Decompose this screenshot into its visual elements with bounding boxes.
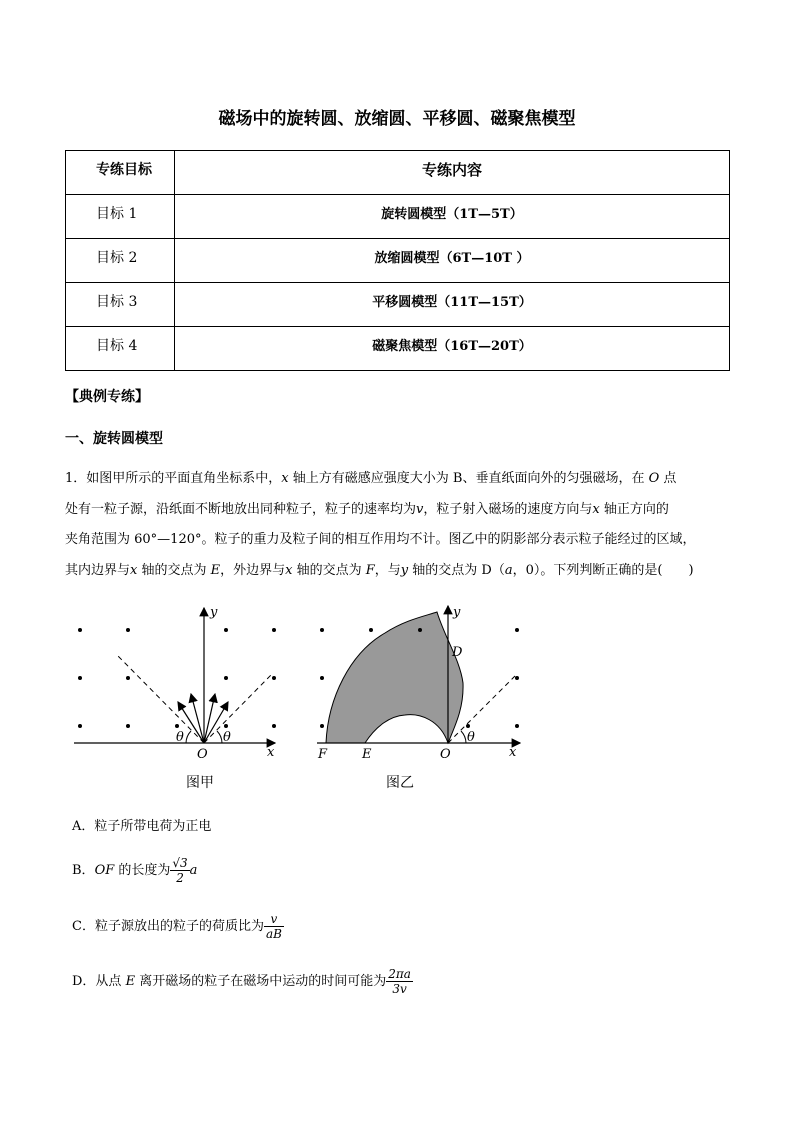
table-cell: 目标 2: [66, 239, 175, 283]
figure-a: [74, 605, 276, 762]
point-d-label: D: [452, 645, 463, 660]
theta-label: θ: [176, 730, 184, 745]
question-text: [65, 464, 735, 586]
point-f-label: F: [318, 747, 328, 762]
origin-label: O: [440, 747, 451, 762]
table-header-cell: 专练内容: [175, 151, 730, 195]
table-header-row: [66, 151, 730, 195]
point-e-label: E: [362, 747, 372, 762]
theta-label: θ: [223, 730, 231, 745]
y-axis-label: y: [210, 605, 218, 620]
table-cell: 平移圆模型（11T—15T）: [175, 283, 730, 327]
table-cell: 旋转圆模型（1T—5T）: [175, 195, 730, 239]
question-line: 1．如图甲所示的平面直角坐标系中，x 轴上方有磁感应强度大小为 B、垂直纸面向外的匀强磁场，在 O 点: [65, 471, 677, 486]
figure-caption-a: 图甲: [186, 775, 214, 791]
table-row: [66, 195, 730, 239]
figure-caption-b: 图乙: [386, 775, 414, 791]
shaded-region: [326, 612, 463, 743]
theta-label: θ: [467, 730, 475, 745]
y-axis-label: y: [453, 605, 461, 620]
fraction: $\frac{2\pi a}{3v}$: [388, 967, 411, 996]
question-line: 夹角范围为 60°—120°。粒子的重力及粒子间的相互作用均不计。图乙中的阴影部分表示粒子能经过的区域，: [65, 532, 696, 547]
theta-arc: [217, 731, 222, 743]
goals-table: [65, 150, 730, 371]
theta-arc: [186, 731, 191, 743]
theta-arc: [461, 731, 466, 743]
question-line: 处有一粒子源，沿纸面不断地放出同种粒子，粒子的速率均为v，粒子射入磁场的速度方向与x 轴正方向的: [65, 501, 669, 517]
field-dots: [78, 628, 276, 728]
table-cell: 目标 4: [66, 327, 175, 371]
table-row: [66, 283, 730, 327]
table-row: [66, 327, 730, 371]
table-cell: 磁聚焦模型（16T—20T）: [175, 327, 730, 371]
table-cell: 目标 3: [66, 283, 175, 327]
option-c: C．粒子源放出的粒子的荷质比为 $\frac{v}{aB}$: [72, 912, 282, 941]
page-title: 磁场中的旋转圆、放缩圆、平移圆、磁聚焦模型: [218, 109, 576, 129]
fraction: $\frac{v}{aB}$: [265, 912, 282, 941]
option-a: A．粒子所带电荷为正电: [72, 819, 212, 834]
dashed-boundary: [118, 656, 272, 743]
x-axis-label: x: [267, 745, 275, 760]
section-heading-rotating-circle: 一、旋转圆模型: [65, 431, 163, 447]
question-line: 其内边界与x 轴的交点为 E，外边界与x 轴的交点为 F，与y 轴的交点为 D（a，0）。下列判断正确的是( ): [65, 562, 694, 578]
origin-label: O: [197, 747, 208, 762]
table-cell: 放缩圆模型（6T—10T ）: [175, 239, 730, 283]
section-heading-examples: 【典例专练】: [65, 389, 149, 405]
option-d: D．从点 E 离开磁场的粒子在磁场中运动的时间可能为 $\frac{2\pi a}{3v}$: [72, 967, 411, 996]
fraction: $\frac{√3}{2}$: [172, 856, 188, 885]
x-axis-label: x: [509, 745, 517, 760]
option-b: B．OF 的长度为 $\frac{√3}{2}$ a: [72, 856, 198, 885]
table-row: [66, 239, 730, 283]
table-cell: 目标 1: [66, 195, 175, 239]
figure-b: [317, 605, 520, 762]
table-header-cell: 专练目标: [66, 151, 175, 195]
figure-diagrams: [60, 598, 540, 768]
